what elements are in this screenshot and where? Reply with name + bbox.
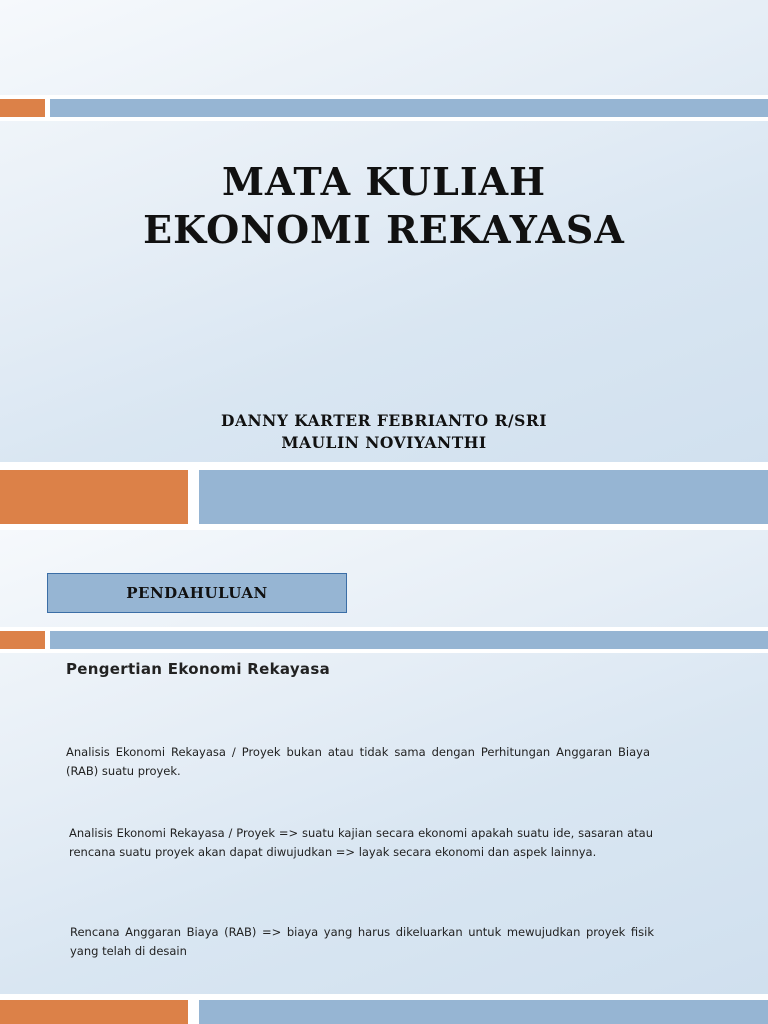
slide-title <box>0 158 768 254</box>
title-line-2: EKONOMI REKAYASA <box>143 207 625 252</box>
divider-orange-bar <box>0 631 45 649</box>
author-block <box>0 410 768 454</box>
bottom-orange-bar <box>0 470 188 524</box>
paragraph-1: Analisis Ekonomi Rekayasa / Proyek bukan atau tidak sama dengan Perhitungan Anggaran Biaya (RAB) suatu proyek. <box>66 745 650 778</box>
title-line-1: MATA KULIAH <box>221 159 547 204</box>
divider-blue-bar <box>50 631 768 649</box>
footer-blue-bar <box>199 1000 768 1024</box>
top-blue-bar <box>50 99 768 117</box>
slide-2 <box>0 530 768 1024</box>
bottom-blue-bar <box>199 470 768 524</box>
author-line-1: DANNY KARTER FEBRIANTO R/SRI <box>221 411 547 430</box>
paragraph-2: Analisis Ekonomi Rekayasa / Proyek => suatu kajian secara ekonomi apakah suatu ide, sasaran atau rencana suatu proyek akan dapat diwujudkan => layak secara ekonomi dan aspek lainnya. <box>69 826 653 859</box>
slide-subtitle: Pengertian Ekonomi Rekayasa <box>66 660 331 678</box>
section-header: PENDAHULUAN <box>47 573 347 613</box>
top-orange-bar <box>0 99 45 117</box>
author-line-2: MAULIN NOVIYANTHI <box>281 433 487 452</box>
paragraph-3: Rencana Anggaran Biaya (RAB) => biaya yang harus dikeluarkan untuk mewujudkan proyek fisik yang telah di desain <box>70 925 654 958</box>
footer-orange-bar <box>0 1000 188 1024</box>
